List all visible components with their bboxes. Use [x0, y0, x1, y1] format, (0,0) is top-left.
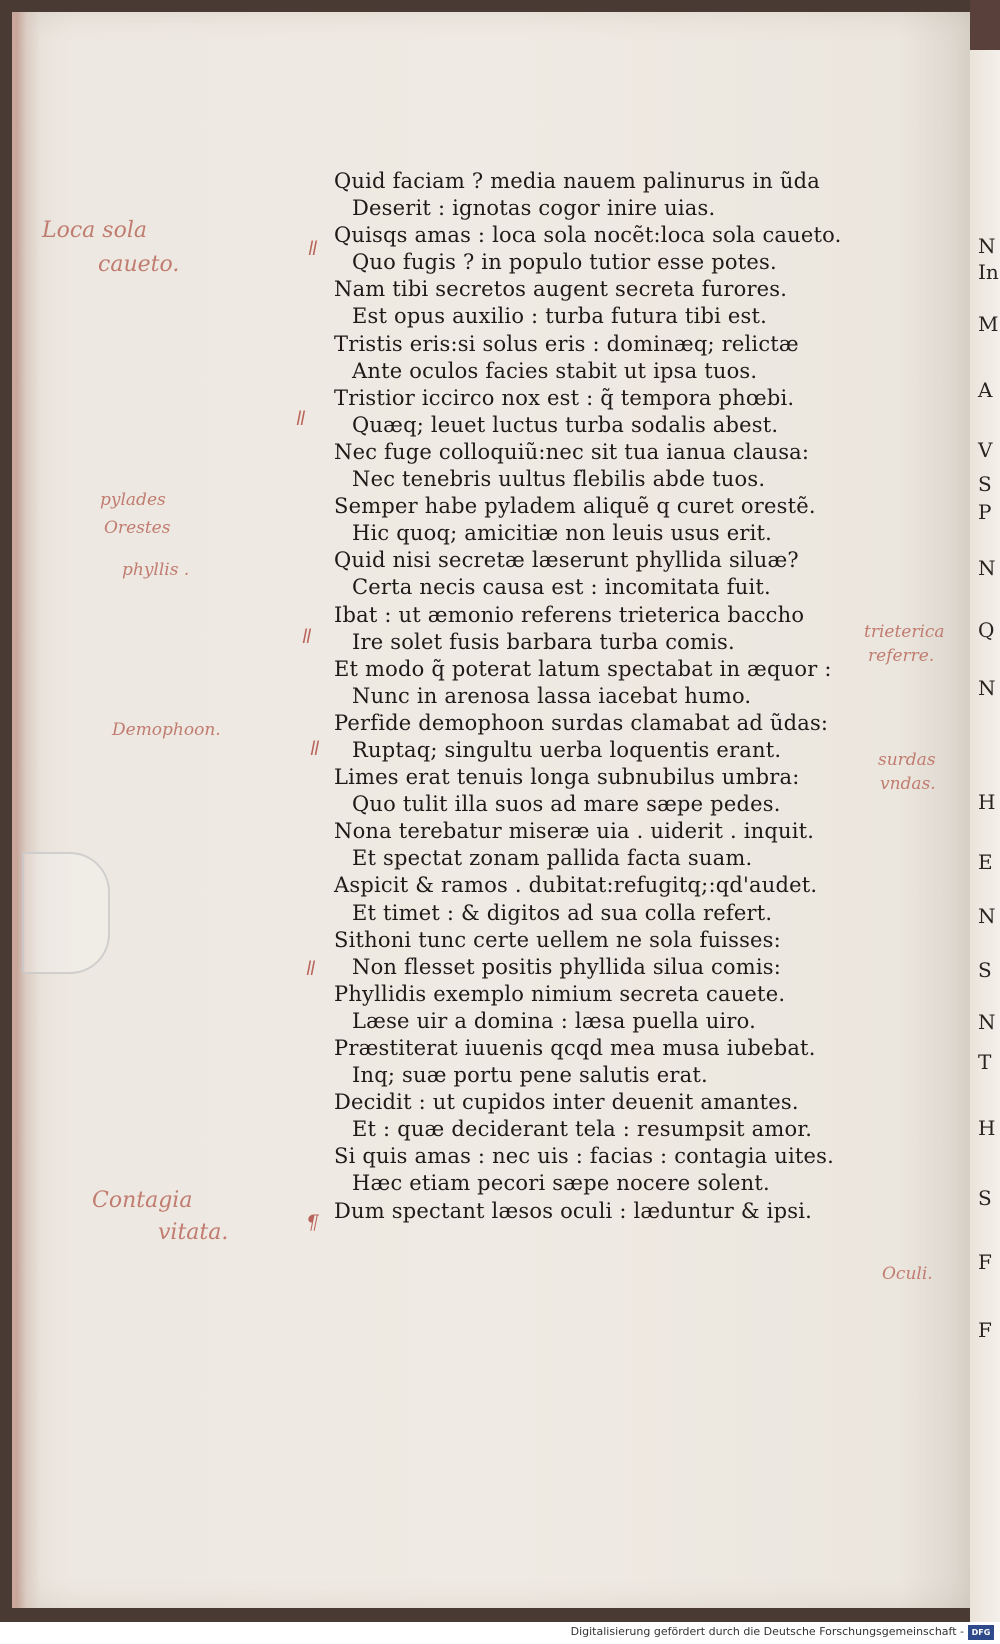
verse-line: Semper habe pyladem aliquẽ q curet orestẽ. — [334, 494, 816, 519]
marginal-note-referre: referre. — [868, 646, 935, 666]
dfg-logo: DFG — [968, 1625, 994, 1640]
marginal-note-caueto: caueto. — [98, 252, 180, 277]
verse-line: Nec tenebris uultus flebilis abde tuos. — [352, 467, 766, 492]
marginal-note-phyllis: phyllis . — [122, 560, 190, 580]
verse-line: Hæc etiam pecori sæpe nocere solent. — [352, 1171, 770, 1196]
facing-page-letter: N — [978, 1010, 996, 1034]
verse-line: Quid faciam ? media nauem palinurus in ũda — [334, 169, 820, 193]
verse-marker: ǁ — [296, 406, 306, 430]
verse-line: Quæq; leuet luctus turba sodalis abest. — [352, 412, 779, 437]
verse-line: Si quis amas : nec uis : facias : contagia uites. — [334, 1144, 834, 1169]
verse-line: Nunc in arenosa lassa iacebat humo. — [352, 683, 752, 708]
verse-line: Et modo q̃ poterat latum spectabat in æquor : — [334, 656, 832, 681]
verse-marker: ǁ — [308, 236, 318, 260]
marginal-note-demophoon: Demophoon. — [112, 720, 221, 740]
verse-marker: ǁ — [310, 736, 320, 760]
facing-page-letter: In — [978, 260, 999, 284]
marginal-note-contagia: Contagia — [92, 1188, 193, 1213]
facing-page-letter: N — [978, 234, 996, 258]
facing-page-letter: S — [978, 958, 992, 982]
verse-line: Ire solet fusis barbara turba comis. — [352, 629, 735, 654]
page-clip — [22, 852, 110, 974]
verse-line: Aspicit & ramos . dubitat:refugitq;:qd'audet. — [334, 873, 818, 898]
facing-page-letter: H — [978, 1116, 996, 1140]
verse-line: Et : quæ deciderant tela : resumpsit amor. — [352, 1117, 813, 1142]
facing-page-letter: P — [978, 500, 992, 524]
marginal-note-surdas: surdas — [878, 750, 936, 770]
verse-line: Nam tibi secretos augent secreta furores. — [334, 277, 788, 302]
facing-page-letter: V — [978, 438, 993, 462]
verse-marker: ǁ — [302, 624, 312, 648]
verse-line: Quo fugis ? in populo tutior esse potes. — [352, 250, 777, 275]
verse-line: Certa necis causa est : incomitata fuit. — [352, 575, 771, 600]
paragraph-mark: ¶ — [306, 1210, 319, 1234]
verse-line: Phyllidis exemplo nimium secreta cauete. — [334, 981, 786, 1006]
verse-line: Limes erat tenuis longa subnubilus umbra: — [334, 765, 800, 790]
verse-line: Ante oculos facies stabit ut ipsa tuos. — [352, 358, 758, 383]
marginal-note-undas: vndas. — [880, 774, 936, 794]
verse-line: Nec fuge colloquiũ:nec sit tua ianua clausa: — [334, 439, 810, 464]
facing-page-letter: N — [978, 904, 996, 928]
verse-line: Tristis eris:si solus eris : dominæq; relictæ — [334, 331, 799, 356]
verse-marker: ǁ — [306, 956, 316, 980]
verse-line: Nona terebatur miseræ uia . uiderit . inquit. — [334, 819, 815, 844]
facing-page-letter: F — [978, 1250, 992, 1274]
verse-line: Perfide demophoon surdas clamabat ad ũdas: — [334, 710, 829, 735]
facing-page-letter: H — [978, 790, 996, 814]
facing-page-letter: T — [978, 1050, 992, 1074]
verse-line: Ruptaq; singultu uerba loquentis erant. — [352, 737, 782, 762]
verse-line: Est opus auxilio : turba futura tibi est. — [352, 304, 768, 329]
verse-line: Deserit : ignotas cogor inire uias. — [352, 196, 716, 221]
verse-line: Non flesset positis phyllida silua comis: — [352, 954, 782, 979]
marginal-note-oculi: Oculi. — [882, 1264, 933, 1284]
facing-page-letter: F — [978, 1318, 992, 1342]
facing-page-letter: N — [978, 556, 996, 580]
facing-page-letter: S — [978, 1186, 992, 1210]
verse-line: Decidit : ut cupidos inter deuenit amantes. — [334, 1090, 799, 1115]
verse-line: Dum spectant læsos oculi : læduntur & ipsi. — [334, 1198, 812, 1223]
marginal-note-orestes: Orestes — [104, 518, 171, 538]
footer-bar — [0, 1622, 1000, 1644]
verse-line: Inq; suæ portu pene salutis erat. — [352, 1063, 708, 1088]
verse-line: Hic quoq; amicitiæ non leuis usus erit. — [352, 521, 773, 546]
verse-line: Quisqs amas : loca sola nocẽt:loca sola caueto. — [334, 223, 842, 248]
funding-credit: Digitalisierung gefördert durch die Deutsche Forschungsgemeinschaft - — [570, 1625, 964, 1638]
verse-line: Præstiterat iuuenis qcqd mea musa iubebat. — [334, 1036, 816, 1060]
facing-page-letter: E — [978, 850, 993, 874]
facing-page-top-band — [970, 0, 1000, 50]
verse-line: Ibat : ut æmonio referens trieterica baccho — [334, 602, 805, 627]
marginal-note-uitata: vitata. — [158, 1220, 229, 1245]
verse-line: Et spectat zonam pallida facta suam. — [352, 846, 753, 871]
marginal-note-trieterica: trieterica — [864, 622, 945, 642]
verse-line: Quo tulit illa suos ad mare sæpe pedes. — [352, 792, 781, 817]
verse-line: Læse uir a domina : læsa puella uiro. — [352, 1008, 756, 1033]
verse-line: Sithoni tunc certe uellem ne sola fuisses: — [334, 927, 781, 952]
verse-line: Et timet : & digitos ad sua colla refert. — [352, 900, 773, 925]
page-binding-edge — [18, 12, 40, 1608]
marginal-note-pylades: pylades — [100, 490, 166, 510]
verse-block — [334, 168, 854, 1225]
marginal-note-loca-sola: Loca sola — [42, 218, 147, 243]
verse-line: Quid nisi secretæ læserunt phyllida siluæ? — [334, 548, 799, 573]
verse-line: Tristior iccirco nox est : q̃ tempora phœbi. — [334, 385, 795, 410]
facing-page-letter: A — [978, 378, 993, 402]
facing-page-letter: N — [978, 676, 996, 700]
facing-page-letter: S — [978, 472, 992, 496]
facing-page-letter: Q — [978, 618, 995, 642]
facing-page-letter: M — [978, 312, 999, 336]
